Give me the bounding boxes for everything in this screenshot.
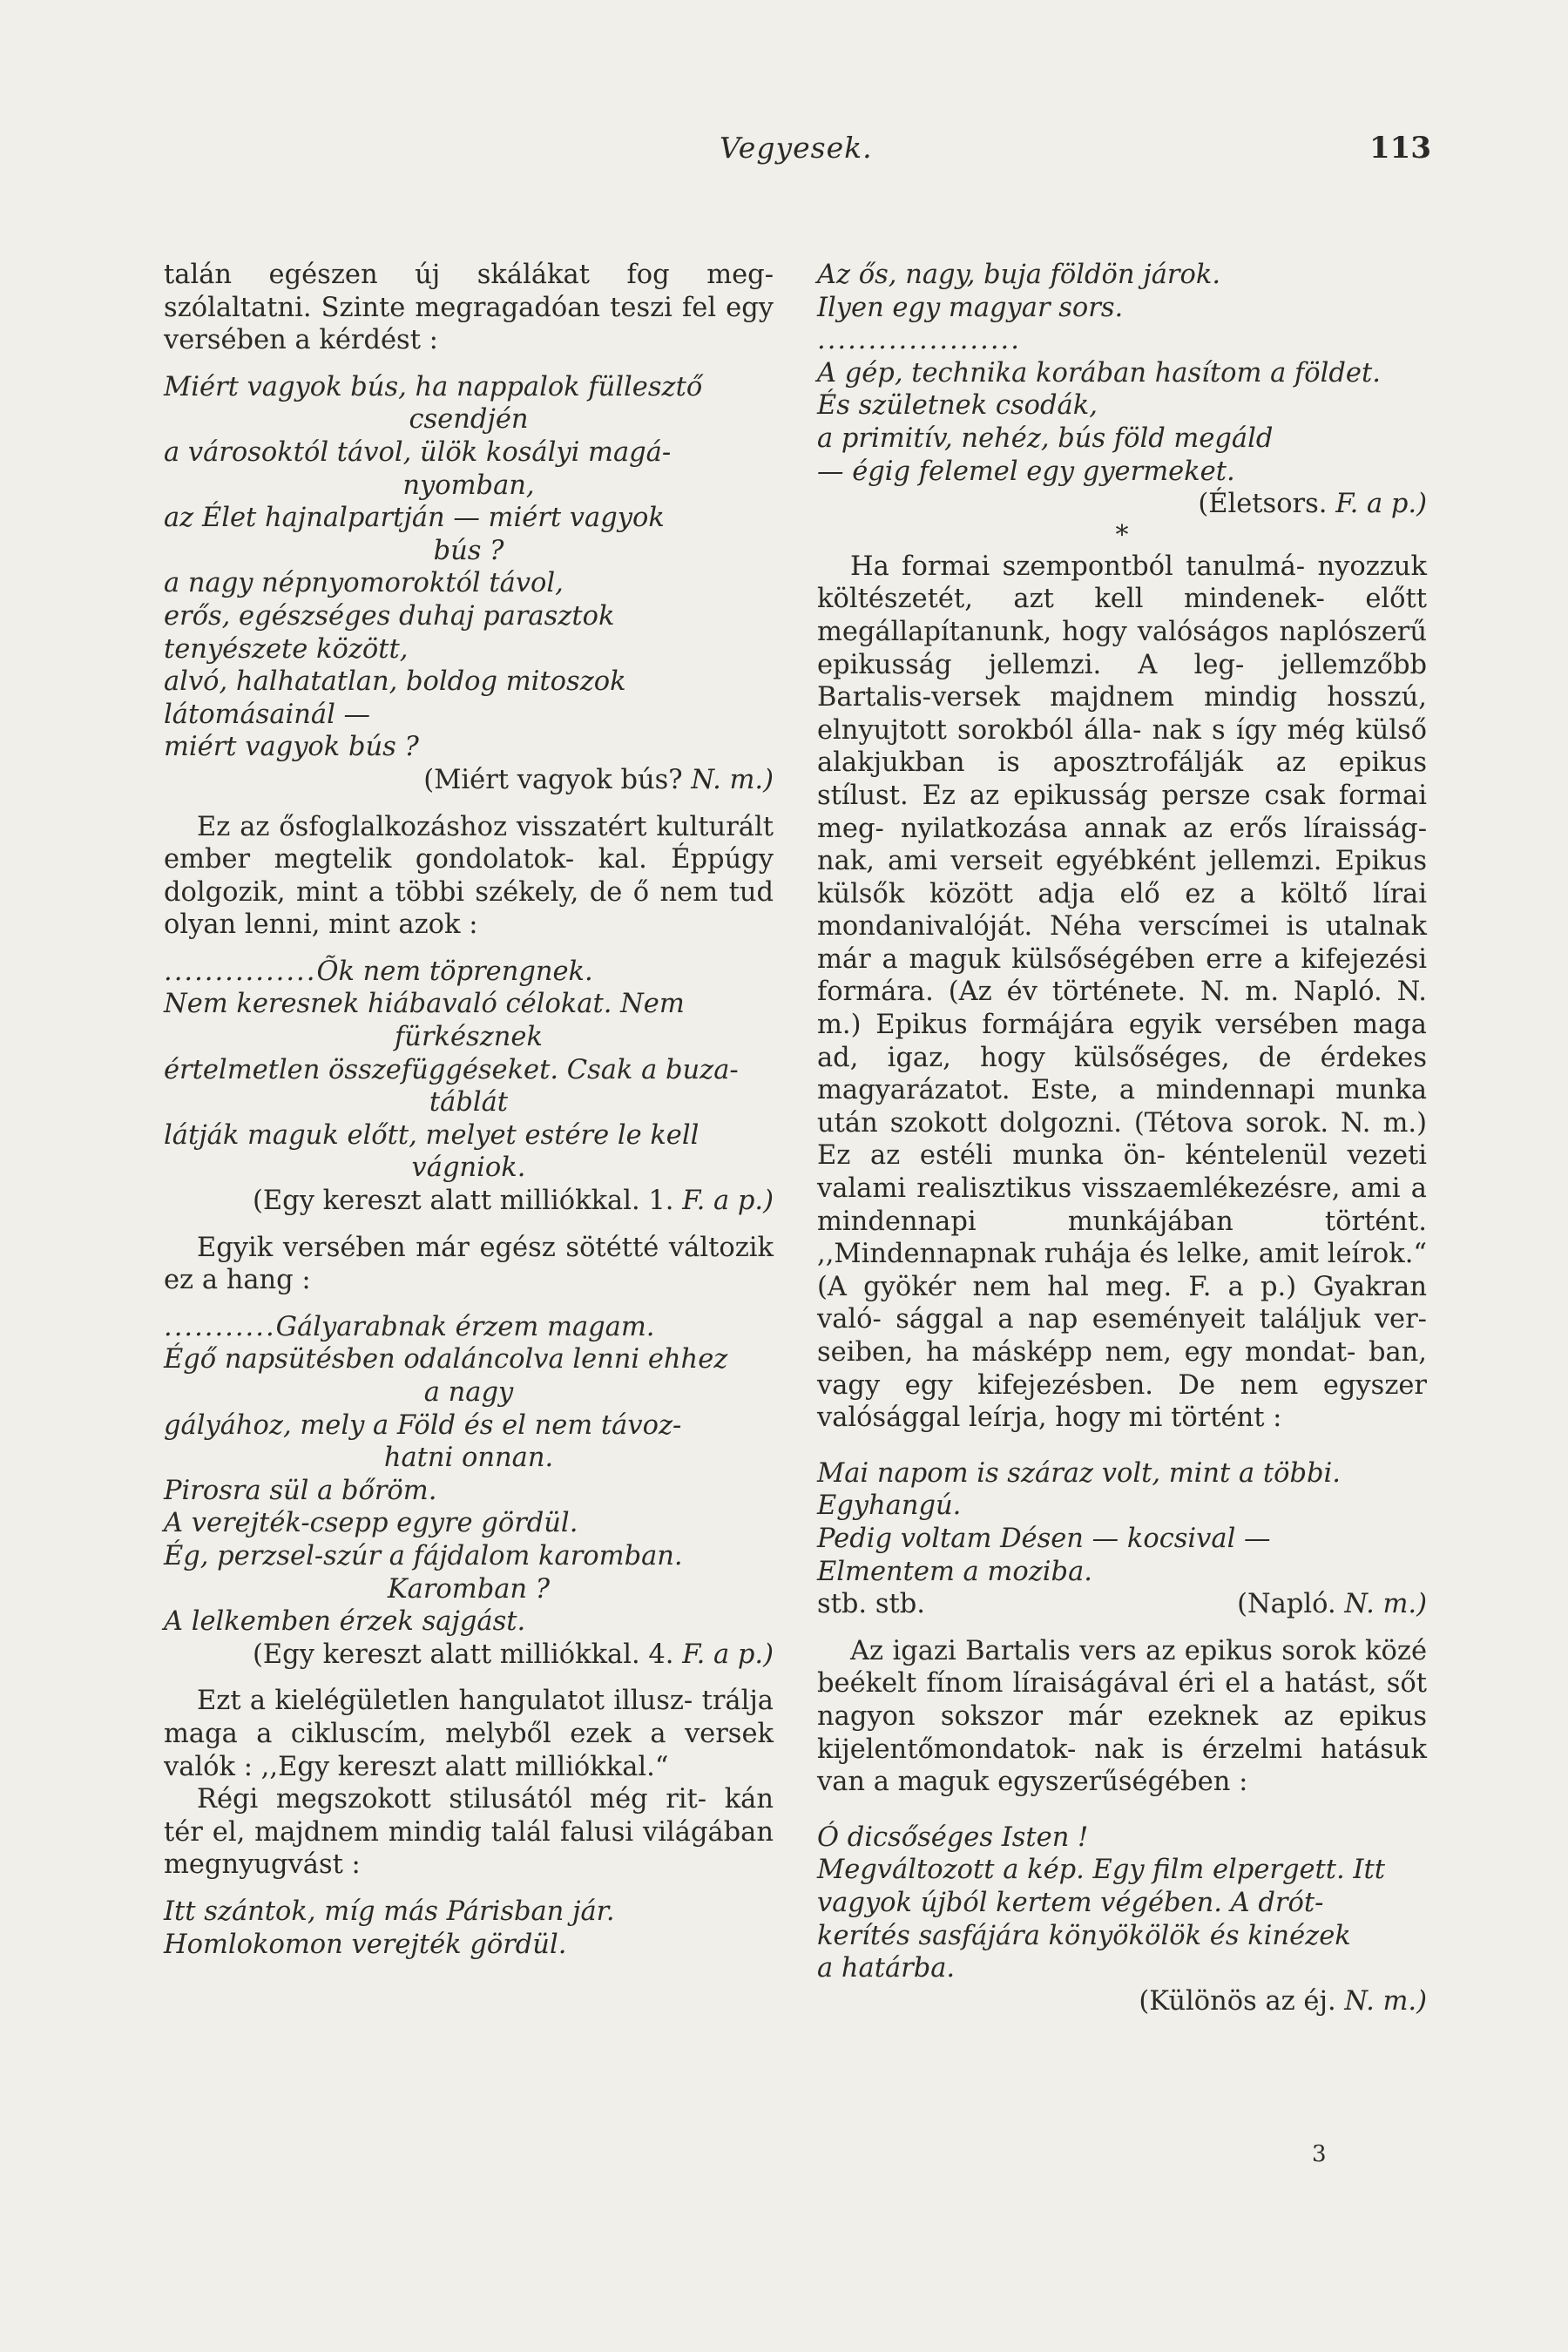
paragraph: talán egészen új skálákat fog meg- szólaltatni. Szinte megragadóan teszi fel egy versében a kérdést : [164,260,774,356]
poem-citation: (Életsors. F. a p.) [1198,489,1427,520]
signature-mark: 3 [1312,2141,1327,2167]
poem-excerpt: Ó dicsőséges Isten ! Megváltozott a kép. Egy film elpergett. Itt vagyok újból kertem végében. A drót- kerítés sasfájára könyökölök és kinézek a határba. [817,1821,1385,1984]
section-separator: * [1115,519,1129,551]
right-column [817,259,1427,2017]
poem-citation: stb. stb. (Napló. N. m.) [817,1589,1427,1620]
poem-excerpt: Itt szántok, míg más Párisban jár. Homlokomon verejték gördül. [164,1896,615,1960]
running-title: Vegyesek. [720,131,873,165]
poem-excerpt: Miért vagyok bús, ha nappalok füllesztő csendjén a városoktól távol, ülök kosályi magá- nyomban, az Élet hajnalpartján — miért vagyok bús ? a nagy népnyomoroktól távol, erős, egészséges duhaj parasztok tenyészete között, alvó, halhatatlan, boldog mitoszok látomásainál — miért vagyok bús ? [164,371,703,763]
poem-citation: (Különös az éj. N. m.) [1139,1985,1427,2017]
paragraph: Régi megszokott stilusától még rit- kán tér el, majdnem mindig talál falusi világában megnyugvást : [164,1784,774,1881]
poem-citation: (Miért vagyok bús? N. m.) [423,764,774,795]
paragraph: Az igazi Bartalis vers az epikus sorok közé beékelt fínom líraiságával éri el a hatást, sőt nagyon sokszor már ezeknek az epikus kijelentőmondatok- nak is érzelmi hatásuk van a maguk egyszerűségében : [817,1635,1428,1798]
poem-excerpt: Az ős, nagy, buja földön járok. Ilyen egy magyar sors. .................... A gép, technika korában hasítom a földet. És születnek csodák, a primitív, nehéz, bús föld megáld — égig felemel egy gyermeket. [817,260,1381,487]
paragraph: Ezt a kielégületlen hangulatot illusz- trálja maga a cikluscím, melyből ezek a versek valók : ,,Egy kereszt alatt milliókkal.“ [164,1686,774,1782]
poem-citation: (Egy kereszt alatt milliókkal. 1. F. a p.) [253,1186,774,1217]
poem-excerpt: ...........Gályarabnak érzem magam. Égő napsütésben odaláncolva lenni ehhez a nagy gályához, mely a Föld és el nem távoz- hatni onnan. Pirosra sül a bőröm. A verejték-csepp egyre gördül. Ég, perzsel-szúr a fájdalom karomban. Karomban ? A lelkemben érzek sajgást. [164,1311,728,1638]
paragraph: Ha formai szempontból tanulmá- nyozzuk költészetét, azt kell mindenek- előtt megállapítanunk, hogy valóságos naplószerű epikusság jellemzi. A leg- jellemzőbb Bartalis-versek majdnem mindig hosszú, elnyujtott sorokból álla- nak s így még külső alakjukban is aposztrofálják az epikus stílust. Ez az epikusság persze csak formai meg- nyilatkozása annak az erős líraisság- nak, ami verseit egyébként jellemzi. Epikus külsők között adja elő ez a költő lírai mondanivalóját. Néha verscímei is utalnak már a maguk külsőségében erre a kifejezési formára. (Az év története. N. m. Napló. N. m.) Epikus formájára egyik versében maga ad, igaz, hogy külsőséges, de érdekes magyarázatot. Este, a mindennapi munka után szokott dolgozni. (Tétova sorok. N. m.) Ez az estéli munka ön- kéntelenül vezeti valami realisztikus visszaemlékezésre, ami a mindennapi munkájában történt. ,,Mindennapnak ruhája és lelke, amit leírok.“ (A gyökér nem hal meg. F. a p.) Gyakran való- sággal a nap eseményeit találjuk ver- seiben, ha másképp nem, egy mondat- ban, vagy egy kifejezésben. De nem egyszer valósággal leírja, hogy mi történt : [817,551,1428,1434]
paragraph: Ez az ősfoglalkozáshoz visszatért kulturált ember megtelik gondolatok- kal. Éppúgy dolgozik, mint a többi székely, de ő nem tud olyan lenni, mint azok : [164,811,774,941]
poem-excerpt: Mai napom is száraz volt, mint a többi. Egyhangú. Pedig voltam Désen — kocsival — Elmentem a moziba. [817,1457,1341,1587]
left-column [164,259,774,1961]
page-header [0,131,1568,174]
paragraph: Egyik versében már egész sötétté változik ez a hang : [164,1232,774,1296]
page-number: 113 [1369,131,1431,166]
poem-excerpt: ...............Õk nem töprengnek. Nem keresnek hiábavaló célokat. Nem fürkésznek értelmetlen összefüggéseket. Csak a buza- táblát látják maguk előtt, melyet estére le kell vágniok. [164,956,739,1184]
poem-citation: (Egy kereszt alatt milliókkal. 4. F. a p.) [253,1639,774,1670]
